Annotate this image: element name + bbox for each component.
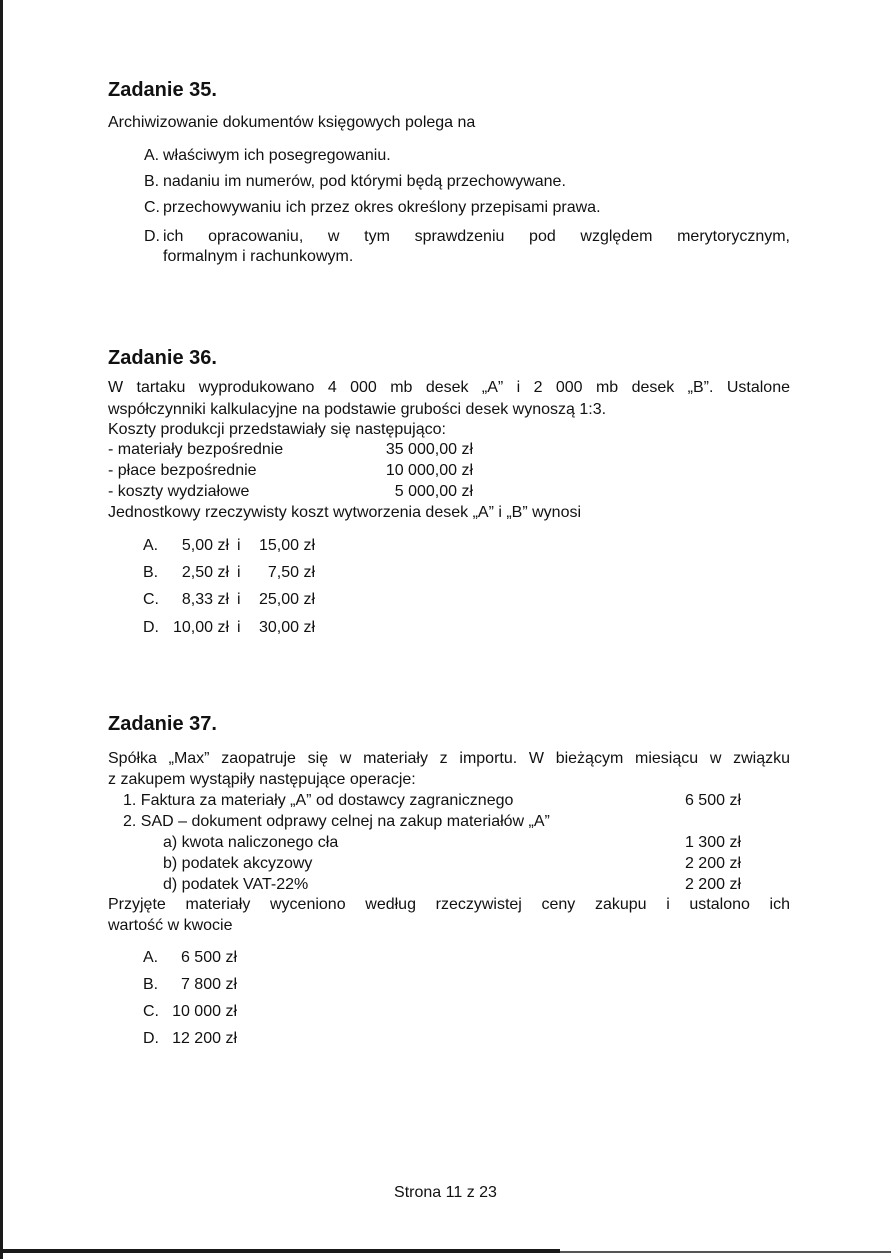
task37-option-d-letter: D. — [143, 1030, 159, 1047]
task37-op1-label: 1. Faktura za materiały „A” od dostawcy zagranicznego — [123, 792, 514, 809]
task36-costs-title: Koszty produkcji przedstawiały się następująco: — [108, 421, 446, 438]
task35-option-a-text: właściwym ich posegregowaniu. — [163, 147, 391, 164]
task37-subop-b-label: b) podatek akcyzowy — [163, 855, 313, 872]
task36-option-b-sep: i — [237, 564, 241, 581]
task36-option-b-value1: 2,50 zł — [181, 564, 229, 581]
task36-option-c-value1: 8,33 zł — [181, 591, 229, 608]
scan-left-edge — [0, 0, 3, 1259]
task35-option-b-letter: B. — [144, 173, 160, 190]
task36-heading: Zadanie 36. — [108, 347, 217, 369]
task35-option-d-line1: ich opracowaniu, w tym sprawdzeniu pod względem merytorycznym, — [163, 228, 790, 245]
task35-option-d-letter: D. — [144, 228, 160, 245]
task35-option-c-letter: C. — [144, 199, 160, 216]
task37-option-a-text: 6 500 zł — [180, 949, 237, 966]
task36-option-d-value1: 10,00 zł — [172, 619, 229, 636]
task37-subop-a-label: a) kwota naliczonego cła — [163, 834, 339, 851]
task35-heading: Zadanie 35. — [108, 79, 217, 101]
task37-subop-b-value: 2 200 zł — [684, 855, 741, 872]
task36-option-d-sep: i — [237, 619, 241, 636]
task36-cost-label-2: - płace bezpośrednie — [108, 462, 257, 479]
scan-bottom-edge — [0, 1249, 560, 1253]
task37-option-a-letter: A. — [143, 949, 159, 966]
task35-option-b-text: nadaniu im numerów, pod którymi będą przechowywane. — [163, 173, 566, 190]
task36-option-a-value2: 15,00 zł — [258, 537, 315, 554]
task36-option-a-sep: i — [237, 537, 241, 554]
task37-subop-a-value: 1 300 zł — [684, 834, 741, 851]
task37-option-d-text: 12 200 zł — [172, 1030, 237, 1047]
task36-option-c-letter: C. — [143, 591, 159, 608]
task36-cost-value-3: 5 000,00 zł — [394, 483, 473, 500]
task36-option-b-value2: 7,50 zł — [267, 564, 315, 581]
task35-option-c-text: przechowywaniu ich przez okres określony przepisami prawa. — [163, 199, 601, 216]
task36-cost-label-1: - materiały bezpośrednie — [108, 441, 284, 458]
task37-heading: Zadanie 37. — [108, 713, 217, 735]
task37-intro-line2: z zakupem wystąpiły następujące operacje: — [108, 771, 416, 788]
task36-option-d-letter: D. — [143, 619, 159, 636]
task37-op1-value: 6 500 zł — [684, 792, 741, 809]
task37-option-c-letter: C. — [143, 1003, 159, 1020]
task36-option-a-letter: A. — [143, 537, 159, 554]
task37-question-line1: Przyjęte materiały wyceniono według rzeczywistej ceny zakupu i ustalono ich — [108, 896, 790, 913]
task37-op2-label: 2. SAD – dokument odprawy celnej na zakup materiałów „A” — [123, 813, 550, 830]
task35-option-d-line2: formalnym i rachunkowym. — [163, 248, 354, 265]
task36-intro-line2: współczynniki kalkulacyjne na podstawie grubości desek wynoszą 1:3. — [108, 401, 607, 418]
task37-option-b-letter: B. — [143, 976, 159, 993]
task35-question: Archiwizowanie dokumentów księgowych polega na — [108, 114, 476, 131]
page-number: Strona 11 z 23 — [394, 1184, 497, 1201]
task36-option-c-value2: 25,00 zł — [258, 591, 315, 608]
task37-intro-line1: Spółka „Max” zaopatruje się w materiały z importu. W bieżącym miesiącu w związku — [108, 750, 790, 767]
task36-cost-label-3: - koszty wydziałowe — [108, 483, 250, 500]
task36-intro-line1: W tartaku wyprodukowano 4 000 mb desek „A” i 2 000 mb desek „B”. Ustalone — [108, 379, 790, 396]
scan-bottom-edge-thin — [560, 1251, 891, 1253]
task37-subop-d-label: d) podatek VAT-22% — [163, 876, 309, 893]
task36-cost-value-1: 35 000,00 zł — [385, 441, 473, 458]
task36-option-b-letter: B. — [143, 564, 159, 581]
task37-option-b-text: 7 800 zł — [180, 976, 237, 993]
task37-option-c-text: 10 000 zł — [172, 1003, 237, 1020]
task36-option-c-sep: i — [237, 591, 241, 608]
task36-option-a-value1: 5,00 zł — [181, 537, 229, 554]
task35-option-a-letter: A. — [144, 147, 160, 164]
task36-option-d-value2: 30,00 zł — [258, 619, 315, 636]
task36-question: Jednostkowy rzeczywisty koszt wytworzenia desek „A” i „B” wynosi — [108, 504, 582, 521]
task36-cost-value-2: 10 000,00 zł — [385, 462, 473, 479]
task37-subop-d-value: 2 200 zł — [684, 876, 741, 893]
task37-question-line2: wartość w kwocie — [108, 917, 233, 934]
